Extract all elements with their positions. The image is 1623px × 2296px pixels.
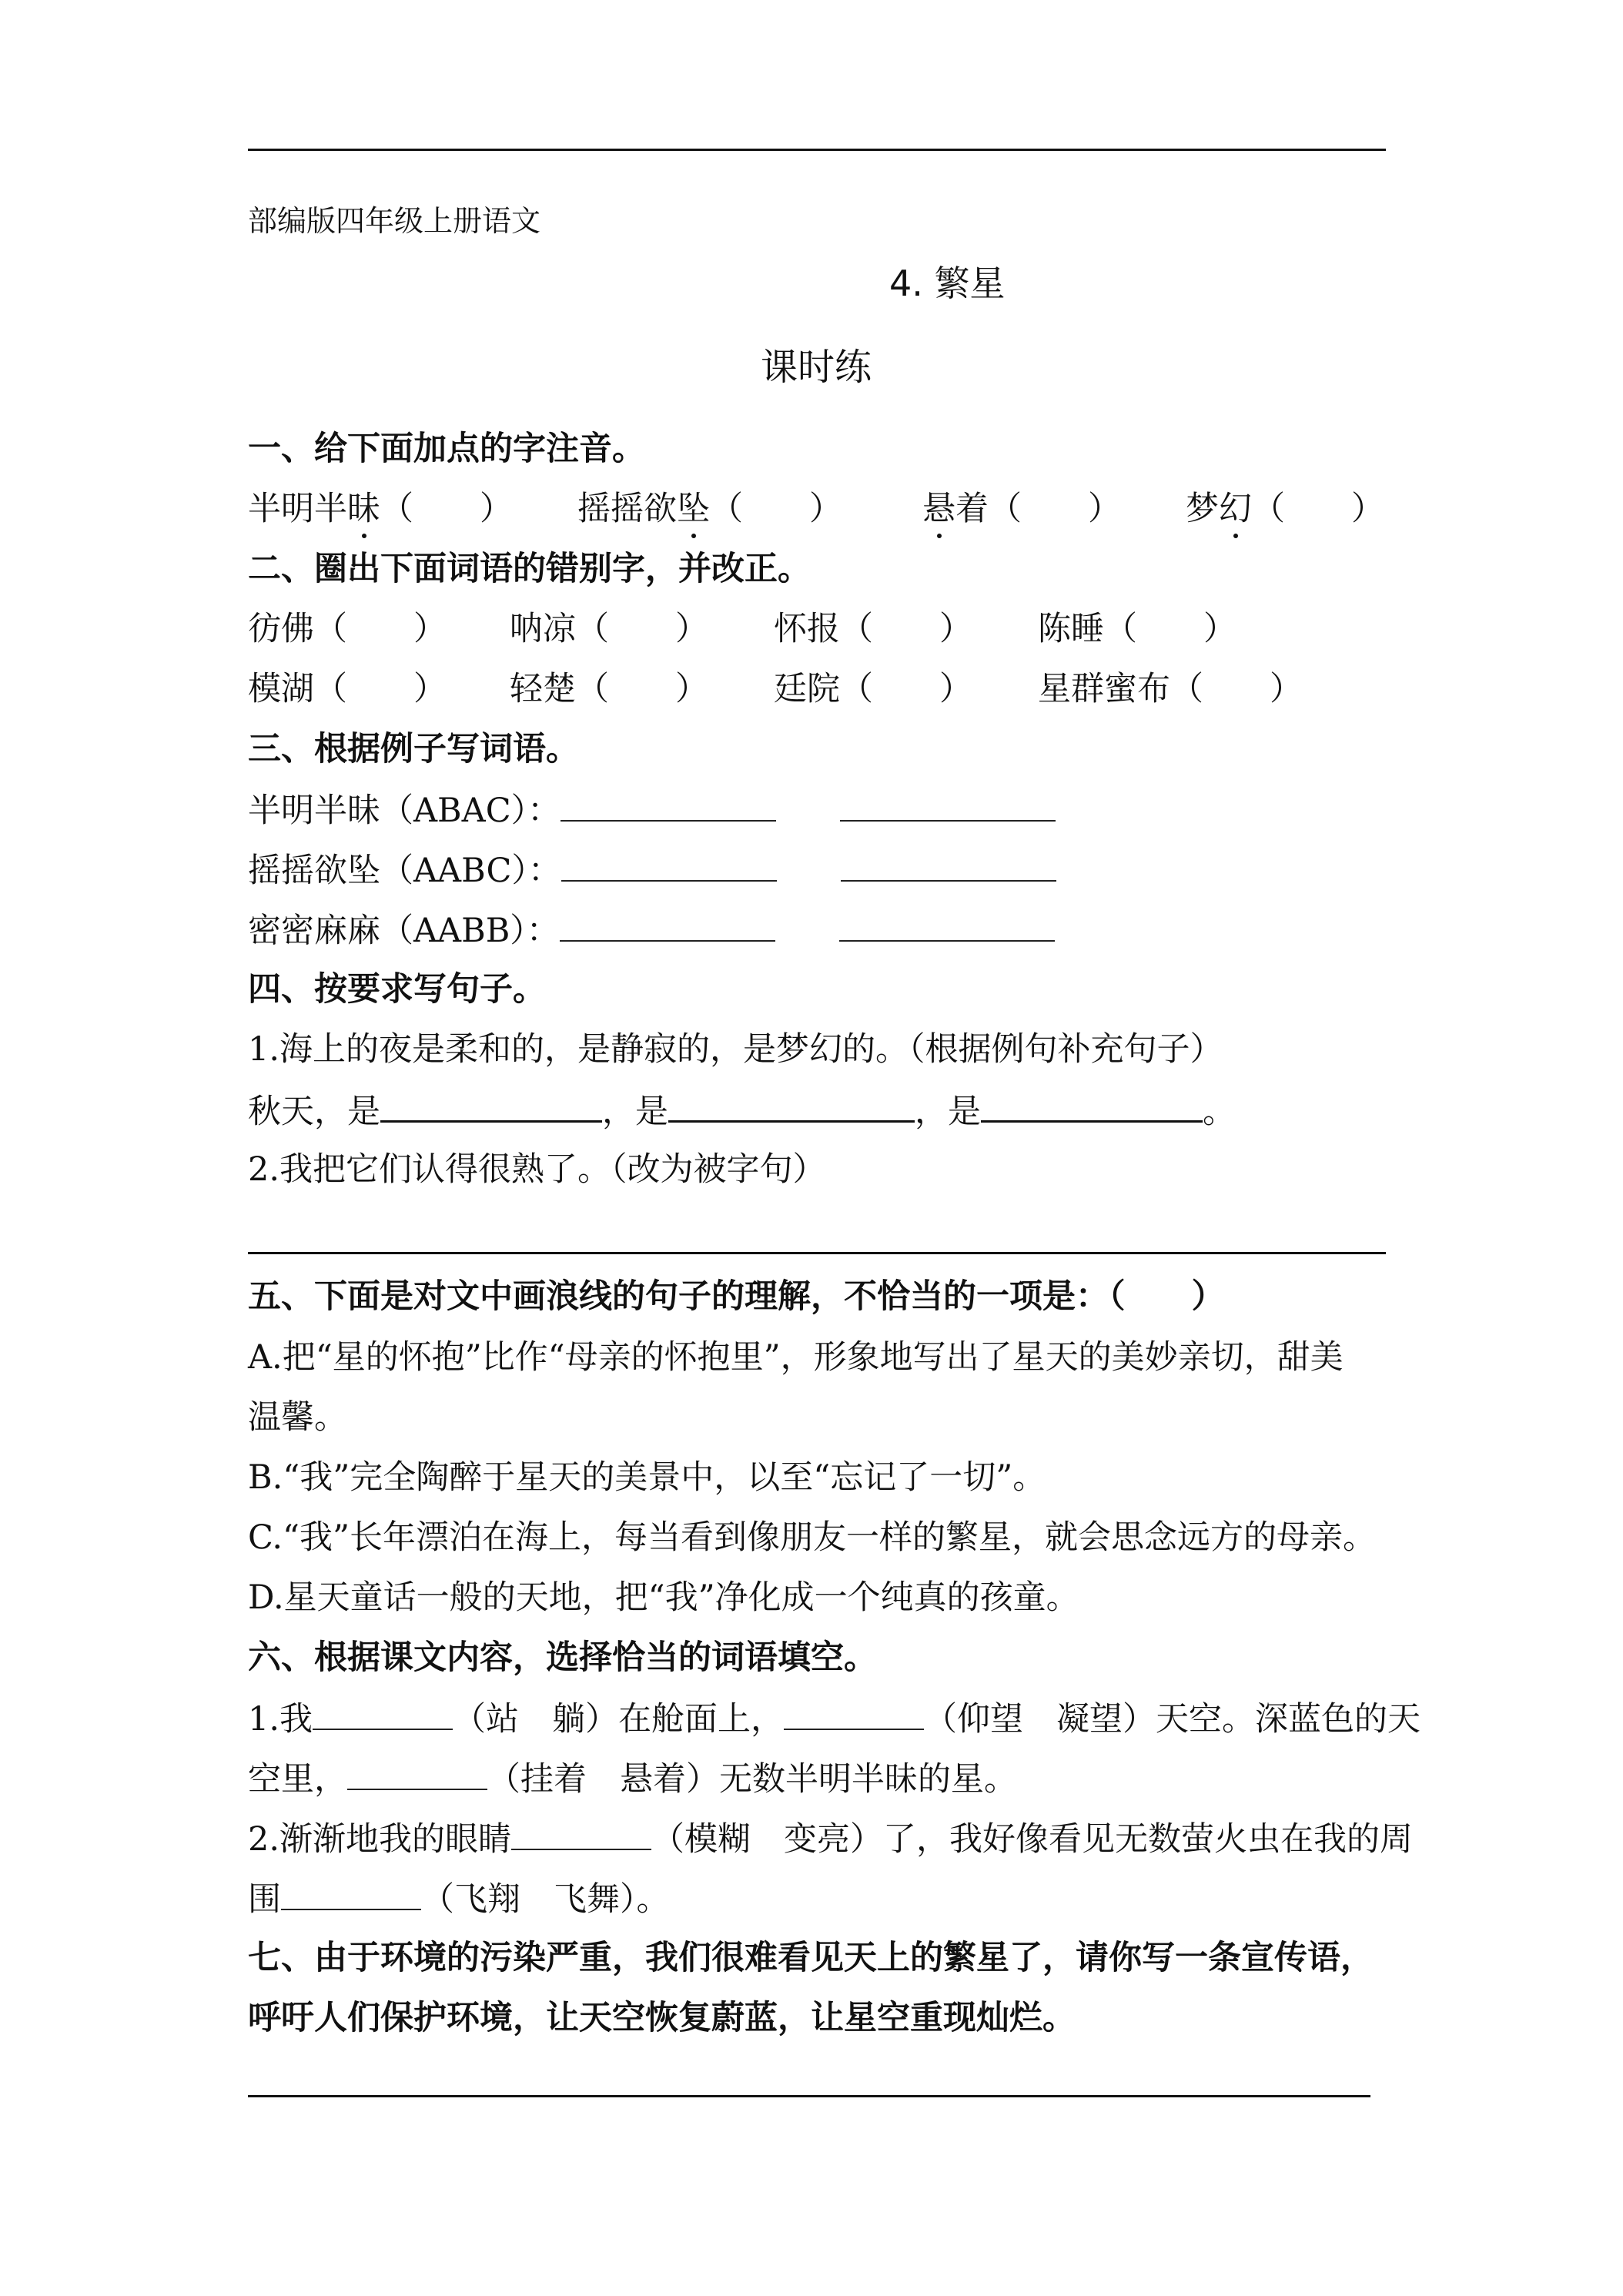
answer-blank[interactable]: [313, 1695, 453, 1730]
s1-item-3: [922, 486, 1121, 532]
s1-item-1-dotted-char: 昧: [347, 486, 380, 532]
s2-word: 陈睡（ ）: [1038, 610, 1236, 648]
top-rule: [248, 149, 1386, 151]
answer-blank[interactable]: [981, 1086, 1203, 1123]
s2-word: 轻楚（ ）: [510, 670, 708, 708]
s4-question-1: 1.海上的夜是柔和的，是静寂的，是梦幻的。（根据例句补充句子）: [248, 1030, 1223, 1069]
s4-fill-text: 。: [1203, 1093, 1236, 1131]
s1-item-1-pre: 半明半: [248, 490, 347, 528]
section-1-heading: 一、给下面加点的字注音。: [248, 430, 645, 468]
s1-item-1-post: （ ）: [380, 490, 513, 528]
s1-item-2: [577, 486, 842, 532]
answer-blank[interactable]: [561, 786, 776, 822]
answer-blank[interactable]: [380, 1086, 602, 1123]
s6-text: 围: [248, 1880, 281, 1919]
s3-row-1: [248, 786, 1056, 834]
s6-line-2: [248, 1755, 1017, 1802]
s1-item-4-post: （ ）: [1252, 490, 1384, 528]
s1-item-4-pre: 梦: [1186, 490, 1219, 528]
section-4-heading: 四、按要求写句子。: [248, 970, 546, 1009]
s5-option-a-cont: 温馨。: [248, 1398, 347, 1437]
s5-option-b: B.“我”完全陶醉于星天的美景中，以至“忘记了一切”。: [248, 1458, 1046, 1497]
s6-text: （挂着 悬着）无数半明半昧的星。: [487, 1760, 1017, 1799]
s3-example-label: 摇摇欲坠（AABC）：: [248, 852, 561, 890]
answer-blank[interactable]: [511, 1815, 651, 1850]
s1-item-1: [248, 486, 513, 532]
s4-fill-line: [248, 1086, 1236, 1135]
lesson-title: 4. 繁星: [889, 263, 1006, 304]
answer-blank[interactable]: [841, 846, 1056, 882]
answer-blank[interactable]: [839, 906, 1055, 942]
s1-item-3-dotted-char: 悬: [922, 486, 955, 532]
s4-fill-text: ，是: [602, 1093, 668, 1131]
answer-blank[interactable]: [784, 1695, 924, 1730]
s1-item-4-dotted-char: 幻: [1219, 486, 1252, 532]
answer-blank[interactable]: [561, 846, 777, 882]
s6-text: 2.渐渐地我的眼睛: [248, 1820, 512, 1859]
lesson-subtitle: 课时练: [761, 346, 872, 389]
s6-line-1: [248, 1695, 1421, 1742]
s2-word: 彷佛（ ）: [248, 610, 447, 648]
s6-line-3: [248, 1815, 1413, 1863]
section-7-heading: 七、由于环境的污染严重，我们很难看见天上的繁星了，请你写一条宣传语，: [248, 1939, 1374, 1977]
s6-text: 空里，: [248, 1760, 347, 1799]
section-2-heading: 二、圈出下面词语的错别字，并改正。: [248, 550, 811, 588]
section-3-heading: 三、根据例子写词语。: [248, 730, 579, 768]
header-subtitle: 部编版四年级上册语文: [248, 204, 541, 238]
s6-line-4: [248, 1875, 670, 1923]
s1-item-2-post: （ ）: [710, 490, 842, 528]
s3-row-3: [248, 906, 1055, 954]
s1-item-4: [1186, 486, 1384, 532]
s4-fill-text: 秋天，是: [248, 1093, 380, 1131]
s1-item-2-dotted-char: 坠: [677, 486, 710, 532]
s1-item-3-post: 着（ ）: [955, 490, 1121, 528]
s6-text: 1.我: [248, 1700, 313, 1739]
s4-fill-text: ，是: [915, 1093, 981, 1131]
s3-row-2: [248, 846, 1056, 894]
s2-word: 模湖（ ）: [248, 670, 447, 708]
s3-example-label: 密密麻麻（AABB）：: [248, 912, 560, 950]
s5-option-c: C.“我”长年漂泊在海上，每当看到像朋友一样的繁星，就会思念远方的母亲。: [248, 1518, 1377, 1557]
s2-word: 廷院（ ）: [774, 670, 972, 708]
answer-blank[interactable]: [668, 1086, 915, 1123]
s5-option-d: D.星天童话一般的天地，把“我”净化成一个纯真的孩童。: [248, 1578, 1079, 1617]
s6-text: （模糊 变亮）了，我好像看见无数萤火虫在我的周: [651, 1820, 1414, 1859]
answer-blank[interactable]: [840, 786, 1056, 822]
answer-blank[interactable]: [281, 1875, 421, 1910]
s1-item-2-pre: 摇摇欲: [577, 490, 677, 528]
section-7-heading-cont: 呼吁人们保护环境，让天空恢复蔚蓝，让星空重现灿烂。: [248, 1999, 1076, 2037]
answer-line[interactable]: [248, 2095, 1370, 2097]
s2-word: 呐凉（ ）: [510, 610, 708, 648]
s5-option-a: A.把“星的怀抱”比作“母亲的怀抱里”，形象地写出了星天的美妙亲切，甜美: [248, 1338, 1344, 1377]
answer-line[interactable]: [248, 1252, 1386, 1254]
section-6-heading: 六、根据课文内容，选择恰当的词语填空。: [248, 1638, 877, 1677]
s6-text: （站 躺）在舱面上，: [453, 1700, 785, 1739]
answer-blank[interactable]: [560, 906, 775, 942]
answer-blank[interactable]: [347, 1755, 487, 1790]
s6-text: （仰望 凝望）天空。深蓝色的天: [924, 1700, 1421, 1739]
s4-question-2: 2.我把它们认得很熟了。（改为被字句）: [248, 1150, 826, 1189]
s2-word: 星群蜜布（ ）: [1038, 670, 1303, 708]
s3-example-label: 半明半昧（ABAC）：: [248, 792, 561, 830]
s2-word: 怀报（ ）: [774, 610, 972, 648]
section-5-heading: 五、下面是对文中画浪线的句子的理解，不恰当的一项是：（ ）: [248, 1277, 1225, 1316]
s6-text: （飞翔 飞舞）。: [421, 1880, 670, 1919]
